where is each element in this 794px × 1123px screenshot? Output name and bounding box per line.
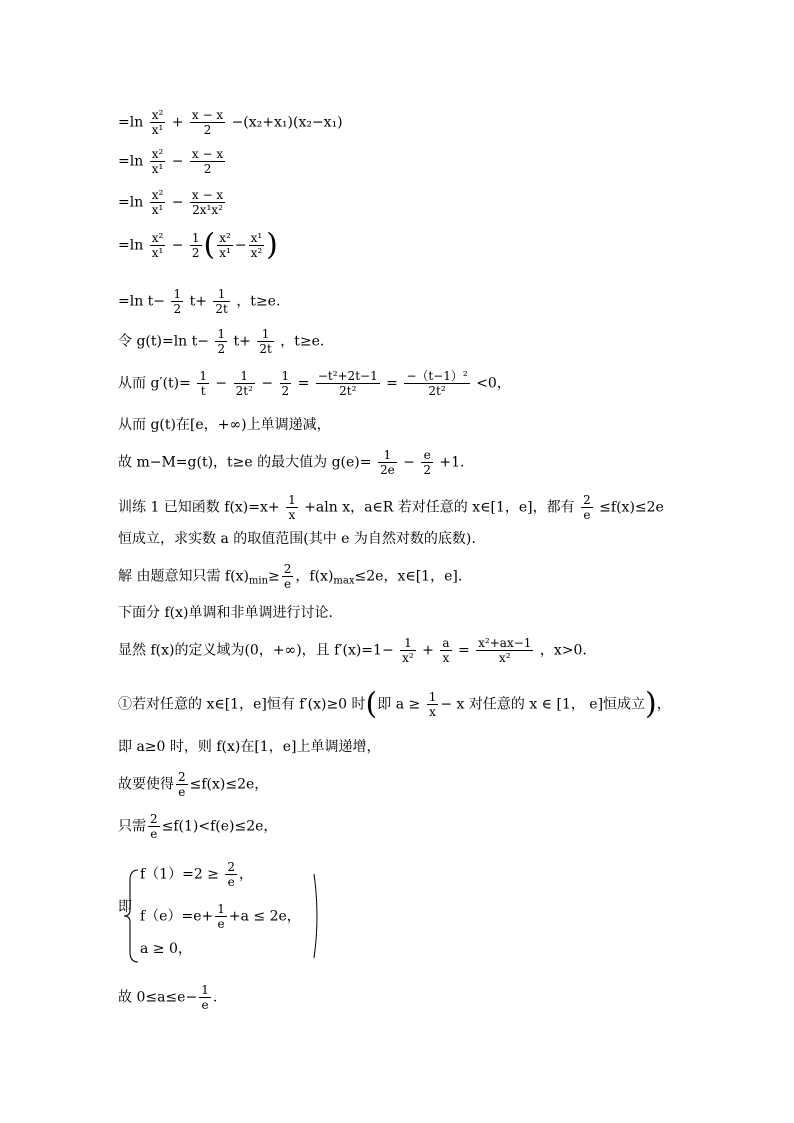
operator: − <box>171 237 184 254</box>
fraction-denominator: 2e <box>379 463 395 477</box>
fraction-denominator: x <box>286 507 298 522</box>
operator: + <box>171 114 184 131</box>
fraction-denominator: x² <box>476 650 533 665</box>
fraction-denominator: e <box>282 576 294 591</box>
derivation-line-1 <box>118 108 343 137</box>
fraction <box>378 448 397 477</box>
fraction-denominator: 2 <box>423 463 431 477</box>
fraction-denominator: x <box>440 650 451 665</box>
fraction-denominator: e <box>199 997 211 1012</box>
derivation-line-4 <box>118 227 278 263</box>
fraction-numerator: 1 <box>261 327 270 341</box>
fraction-numerator: x²+ax−1 <box>478 636 532 650</box>
operator: = <box>386 375 398 392</box>
fraction-denominator: x¹ <box>219 246 231 260</box>
expr-text: ①若对任意的 x∈[1，e]恒有 f′(x)≥0 时 <box>118 696 366 713</box>
solution-line-3 <box>118 636 587 665</box>
fraction-numerator: e <box>423 448 431 462</box>
fraction <box>213 287 229 316</box>
fraction <box>150 147 166 176</box>
solution-line-1 <box>118 562 462 591</box>
expr-text: =ln <box>118 237 144 254</box>
fraction-denominator: e <box>581 507 593 522</box>
solution-line-6 <box>118 770 268 799</box>
expr-text: ，f(x) <box>295 568 334 585</box>
fraction-denominator: x² <box>250 246 263 260</box>
fraction-denominator: 2t² <box>316 383 380 398</box>
fraction <box>150 108 166 137</box>
fraction <box>404 369 469 398</box>
solution-line-7 <box>118 812 277 841</box>
fraction <box>427 690 439 719</box>
fraction-numerator: x² <box>151 108 164 122</box>
fraction-denominator: 2t <box>259 342 272 356</box>
fraction-denominator: x <box>427 704 439 719</box>
fraction-numerator: 1 <box>217 327 226 341</box>
fraction-denominator: 2 <box>190 161 225 176</box>
right-paren: ) <box>645 686 657 722</box>
expr-text: t+ <box>233 333 251 350</box>
derivation-line-2 <box>118 147 227 176</box>
fraction <box>257 327 273 356</box>
expr-text: t+ <box>189 293 207 310</box>
left-paren: ( <box>365 686 378 722</box>
derivation-line-6 <box>118 327 324 356</box>
fraction <box>215 327 227 356</box>
solution-line-2: 下面分 f(x)单调和非单调进行讨论. <box>118 605 333 621</box>
solution-line-5: 即 a≥0 时，则 f(x)在[1，e]上单调递增， <box>118 739 381 755</box>
fraction-numerator: 1 <box>201 983 209 997</box>
expr-text: ，t≥e. <box>280 333 325 350</box>
fraction-numerator: −（t−1）² <box>406 369 468 383</box>
operator: = <box>297 375 310 392</box>
expr-text: 显然 f(x)的定义域为(0，+∞)，且 f′(x)=1− <box>118 642 394 659</box>
fraction <box>581 493 593 522</box>
fraction-numerator: 1 <box>217 902 225 916</box>
fraction-numerator: a <box>442 636 450 650</box>
fraction <box>197 369 209 398</box>
fraction <box>286 493 298 522</box>
fraction-numerator: 1 <box>199 369 207 383</box>
operator: + <box>422 642 434 659</box>
fraction-numerator: 1 <box>383 448 392 462</box>
expr-text: <0， <box>476 375 511 392</box>
expr-text: ，x>0. <box>539 642 587 659</box>
left-paren: ( <box>203 227 216 263</box>
expr-text: 故 m−M=g(t)，t≥e 的最大值为 g(e)= <box>118 454 372 471</box>
operator: ≥ <box>268 568 280 585</box>
expr-text: ≤f(1)<f(e)≤2e， <box>161 818 278 835</box>
expr-text: +aln x，a∈R 若对任意的 x∈[1，e]，都有 <box>304 499 575 516</box>
expr-text: 训练 1 已知函数 f(x)=x+ <box>118 499 280 516</box>
fraction-numerator: 1 <box>217 287 226 301</box>
expr-text: ≤2e，x∈[1，e]. <box>354 568 463 585</box>
fraction-numerator: 1 <box>281 369 290 383</box>
operator: = <box>457 642 470 659</box>
fraction <box>171 287 183 316</box>
system-row-2 <box>140 902 301 931</box>
expr-text: 只需 <box>118 818 146 835</box>
fraction-numerator: 2 <box>150 812 158 826</box>
exercise-line-2: 恒成立，求实数 a 的取值范围(其中 e 为自然对数的底数). <box>118 531 476 547</box>
fraction <box>440 636 451 665</box>
fraction-denominator: 2t <box>215 302 228 316</box>
fraction-denominator: t <box>197 383 209 398</box>
fraction-denominator: 2x¹x² <box>190 202 225 217</box>
derivation-line-9 <box>118 448 465 477</box>
fraction-numerator: x − x <box>191 188 224 202</box>
fraction-numerator: 2 <box>583 493 591 507</box>
fraction-denominator: e <box>148 826 160 841</box>
subscript: max <box>333 575 355 587</box>
fraction-numerator: x² <box>151 231 164 245</box>
fraction-denominator: 2 <box>191 246 200 260</box>
fraction <box>217 231 233 260</box>
fraction-denominator: 2 <box>281 384 290 398</box>
system-label: 即 <box>118 899 132 915</box>
fraction-numerator: x² <box>151 147 164 161</box>
fraction <box>215 902 227 931</box>
fraction <box>476 636 533 665</box>
expr-text: +a ≤ 2e， <box>228 908 301 925</box>
solution-line-4 <box>118 686 671 722</box>
fraction-denominator: x¹ <box>151 203 164 217</box>
expr-text: ， <box>656 696 671 713</box>
fraction <box>421 448 433 477</box>
fraction-numerator: x − x <box>191 108 224 122</box>
fraction-denominator: 2 <box>190 122 225 137</box>
fraction <box>280 369 292 398</box>
system-row-1 <box>140 860 253 889</box>
derivation-line-7 <box>118 369 511 398</box>
fraction <box>150 188 166 217</box>
fraction-numerator: x² <box>151 188 164 202</box>
fraction-numerator: x¹ <box>250 231 263 245</box>
fraction <box>249 231 265 260</box>
right-paren: ) <box>266 227 278 263</box>
operator: − <box>261 375 274 392</box>
fraction-numerator: 1 <box>191 231 200 245</box>
fraction-denominator: 2t² <box>235 384 253 398</box>
conclusion-line <box>118 983 217 1012</box>
fraction-numerator: 2 <box>178 770 186 784</box>
expr-text: =ln <box>118 194 144 211</box>
exercise-line-1 <box>118 493 664 522</box>
fraction <box>316 369 380 398</box>
fraction <box>190 231 202 260</box>
fraction-numerator: 1 <box>240 369 249 383</box>
expr-text: ≤f(x)≤2e， <box>189 776 269 793</box>
operator: − <box>234 237 247 254</box>
derivation-line-3 <box>118 188 227 217</box>
fraction-denominator: e <box>215 916 227 931</box>
fraction-denominator: 2 <box>173 302 182 316</box>
expr-text: −(x₂+x₁)(x₂−x₁) <box>231 114 343 131</box>
operator: − <box>171 153 184 170</box>
fraction <box>234 369 255 398</box>
expr-text: =ln <box>118 153 144 170</box>
operator: − <box>215 375 228 392</box>
fraction <box>150 231 166 260</box>
fraction <box>400 636 416 665</box>
fraction-numerator: 1 <box>173 287 182 301</box>
operator: − <box>171 194 184 211</box>
derivation-line-8: 从而 g(t)在[e，+∞)上单调递减， <box>118 417 331 433</box>
fraction <box>190 147 225 176</box>
expr-text: 故 0≤a≤e− <box>118 989 198 1006</box>
expr-text: 从而 g′(t)= <box>118 375 191 392</box>
expr-text: 令 g(t)=ln t− <box>118 333 209 350</box>
fraction-denominator: e <box>225 874 237 889</box>
fraction <box>282 562 294 591</box>
fraction-denominator: 2 <box>217 342 226 356</box>
fraction-numerator: 1 <box>404 636 412 650</box>
fraction-numerator: 1 <box>428 690 437 704</box>
fraction-numerator: −t²+2t−1 <box>317 369 378 383</box>
subscript: min <box>248 575 269 587</box>
derivation-line-5 <box>118 287 280 316</box>
expr-text: 即 a ≥ <box>377 696 425 713</box>
fraction-denominator: 2t² <box>404 383 469 398</box>
fraction-numerator: x − x <box>191 147 224 161</box>
fraction-numerator: 1 <box>288 493 296 507</box>
expr-text: =ln t− <box>118 293 166 310</box>
expr-text: =ln <box>118 114 144 131</box>
expr-text: 解 由题意知只需 f(x) <box>118 568 249 585</box>
fraction-numerator: 2 <box>283 562 292 576</box>
fraction-denominator: e <box>176 784 188 799</box>
fraction-numerator: 2 <box>227 860 235 874</box>
fraction-denominator: x¹ <box>151 246 164 260</box>
expr-text: +1. <box>439 454 465 471</box>
fraction <box>225 860 237 889</box>
expr-text: 故要使得 <box>118 776 174 793</box>
expr-text: f（e）=e+ <box>140 908 214 925</box>
fraction-denominator: x¹ <box>151 123 164 137</box>
operator: − <box>403 454 415 471</box>
fraction-numerator: x² <box>219 231 231 245</box>
expr-text: ，t≥e. <box>236 293 281 310</box>
expr-text: ≤f(x)≤2e <box>599 499 664 516</box>
fraction <box>199 983 211 1012</box>
expr-text: − x 对任意的 x ∈ [1， e]恒成立 <box>440 696 646 713</box>
fraction-denominator: x¹ <box>151 162 164 176</box>
fraction-denominator: x² <box>402 651 414 665</box>
fraction <box>190 188 225 217</box>
system-row-3: a ≥ 0， <box>140 941 192 957</box>
fraction <box>148 812 160 841</box>
expr-text: ， <box>239 866 253 883</box>
fraction <box>176 770 188 799</box>
expr-text: f（1）=2 ≥ <box>140 866 224 883</box>
fraction <box>190 108 225 137</box>
expr-text: . <box>212 989 218 1006</box>
